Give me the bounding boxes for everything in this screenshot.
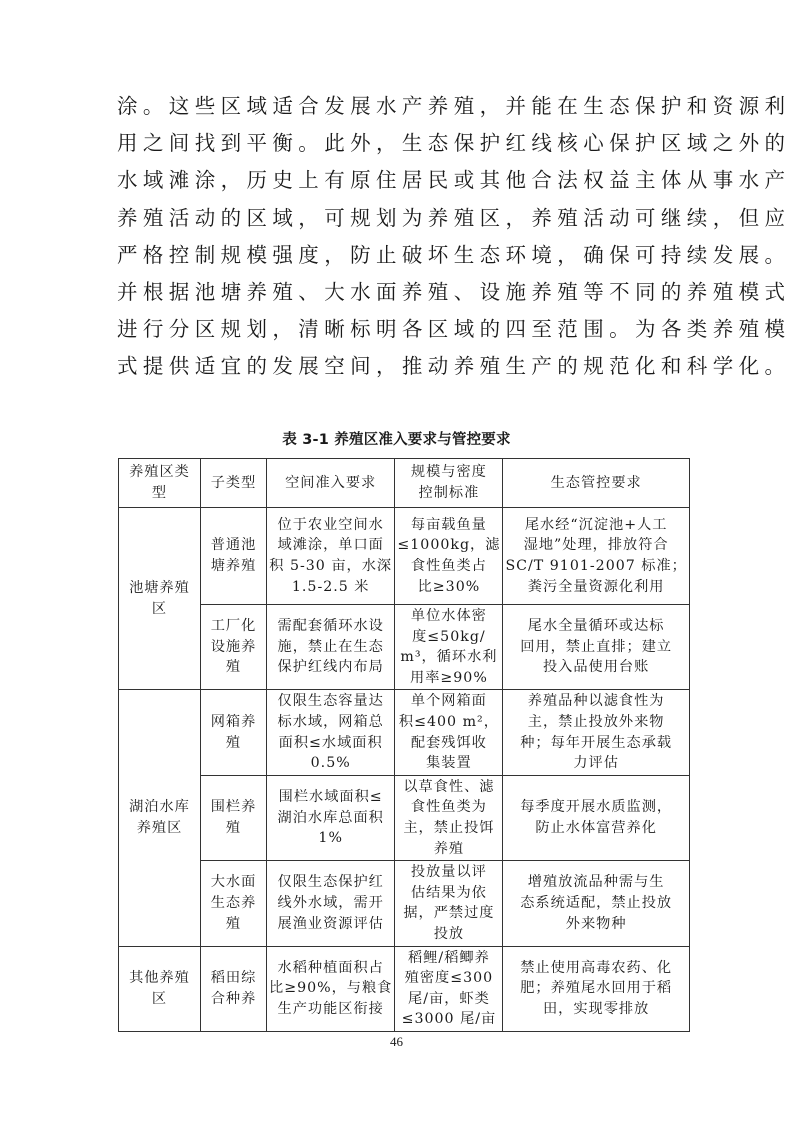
header-text: 空间准入要求 xyxy=(285,474,377,491)
cell-text: 配套残饵收 xyxy=(410,734,487,751)
cell-text: 围栏水域面积≤ xyxy=(278,789,383,806)
cell-text: 仅限生态容量达 xyxy=(277,693,384,710)
density-cell xyxy=(395,605,503,690)
cell-text: 禁止使用高毒农药、化 xyxy=(520,959,673,976)
cell-text: 水稻种植面积占 xyxy=(277,959,384,976)
table-header-row xyxy=(119,459,690,508)
eco-cell xyxy=(503,946,689,1031)
cell-text: 食性鱼类占 xyxy=(410,558,487,574)
table-row xyxy=(119,605,690,690)
cell-text: 估结果为依 xyxy=(410,884,487,901)
header-text: 子类型 xyxy=(210,474,257,491)
cell-text: 每亩载鱼量 xyxy=(410,516,487,533)
cell-text: 保护红线内布局 xyxy=(277,659,384,676)
cell-text: m³，循环水利 xyxy=(400,649,498,666)
eco-cell xyxy=(503,605,689,690)
cell-text: 普通池 xyxy=(210,537,257,554)
access-cell xyxy=(267,690,395,775)
cell-text: 粪污全量资源化利用 xyxy=(527,578,665,595)
header-zone-type xyxy=(119,459,201,508)
cell-text: 生态养 xyxy=(210,895,257,912)
cell-text: 标水域，网箱总 xyxy=(277,713,384,730)
paragraph-line: 水域滩涂，历史上有原住居民或其他合法权益主体从事水产 xyxy=(117,168,791,193)
cell-text: 线外水域，需开 xyxy=(277,895,384,912)
table-caption: 表 3-1 养殖区准入要求与管控要求 xyxy=(282,432,511,448)
header-text: 规模与密度 xyxy=(410,464,487,481)
table-row xyxy=(119,775,690,860)
cell-text: 殖 xyxy=(225,734,242,751)
subtype-cell xyxy=(201,690,267,775)
cell-text: 田，实现零排放 xyxy=(542,1000,650,1017)
cell-text: 其他养殖 xyxy=(129,970,190,987)
header-text: 控制标准 xyxy=(418,485,480,501)
paragraph-line: 并根据池塘养殖、大水面养殖、设施养殖等不同的养殖模式 xyxy=(117,279,791,304)
paragraph-line: 涂。这些区域适合发展水产养殖，并能在生态保护和资源利 xyxy=(117,94,791,118)
table-row xyxy=(119,946,690,1031)
cell-text: 需配套循环水设 xyxy=(277,618,384,635)
cell-text: 殖 xyxy=(225,659,242,676)
cell-text: 展渔业资源评估 xyxy=(277,915,384,932)
cell-text: 养殖 xyxy=(433,840,465,857)
body-paragraph xyxy=(117,88,791,386)
paragraph-line: 用之间找到平衡。此外，生态保护红线核心保护区域之外的 xyxy=(117,131,791,156)
access-cell xyxy=(267,508,395,605)
cell-text: 单个网箱面 xyxy=(410,693,487,710)
density-cell xyxy=(395,690,503,775)
cell-text: 外来物种 xyxy=(565,915,627,932)
cell-text: 湖泊水库总面积 xyxy=(277,809,384,826)
cell-text: 殖 xyxy=(225,915,242,932)
cell-text: 殖 xyxy=(225,819,242,836)
cell-text: 1.5-2.5 米 xyxy=(291,578,370,595)
cell-text: 态系统适配，禁止投放 xyxy=(520,895,673,912)
cell-text: 仅限生态保护红 xyxy=(277,874,384,891)
cell-text: 食性鱼类为 xyxy=(410,799,487,816)
density-cell xyxy=(395,508,503,605)
cell-text: 集装置 xyxy=(426,755,472,772)
cell-text: 区 xyxy=(151,600,168,617)
cell-text: SC/T 9101-2007 标准； xyxy=(505,558,687,574)
cell-text: 度≤50kg/ xyxy=(412,628,486,645)
cell-text: 稻鲤/稻鲫养 xyxy=(408,949,490,966)
cell-text: 养殖品种以滤食性为 xyxy=(527,693,665,710)
cell-text: 种；每年开展生态承载 xyxy=(520,734,673,751)
header-density xyxy=(395,459,503,508)
cell-text: 位于农业空间水 xyxy=(277,516,384,533)
subtype-cell xyxy=(201,775,267,860)
access-cell xyxy=(267,946,395,1031)
eco-cell xyxy=(503,508,689,605)
table-row xyxy=(119,690,690,775)
cell-text: 稻田综 xyxy=(210,970,257,987)
eco-cell xyxy=(503,775,689,860)
header-text: 型 xyxy=(151,485,168,501)
cell-text: 单位水体密 xyxy=(410,608,487,624)
cell-text: 大水面 xyxy=(210,874,257,891)
cell-text: 回用，禁止直排；建立 xyxy=(520,638,673,655)
cell-text: 工厂化 xyxy=(210,618,257,635)
table-row xyxy=(119,861,690,946)
eco-cell xyxy=(503,861,689,946)
cell-text: 尾水全量循环或达标 xyxy=(527,618,665,635)
cell-text: 1% xyxy=(318,830,343,847)
cell-text: 投放 xyxy=(433,925,465,942)
header-text: 养殖区类 xyxy=(129,464,190,481)
access-cell xyxy=(267,605,395,690)
paragraph-line: 严格控制规模强度，防止破坏生态环境，确保可持续发展。 xyxy=(117,242,791,267)
cell-text: 生产功能区衔接 xyxy=(277,1000,384,1017)
cell-text: 以草食性、滤 xyxy=(403,778,495,795)
cell-text: 围栏养 xyxy=(210,799,257,816)
access-cell xyxy=(267,775,395,860)
cell-text: 增殖放流品种需与生 xyxy=(527,874,665,891)
header-eco xyxy=(503,459,689,508)
cell-text: 域滩涂，单口面 xyxy=(277,537,384,554)
header-access xyxy=(267,459,395,508)
cell-text: 积≤400 m²， xyxy=(398,713,499,730)
density-cell xyxy=(395,861,503,946)
subtype-cell xyxy=(201,861,267,946)
cell-text: 投入品使用台账 xyxy=(542,659,650,676)
cell-text: 塘养殖 xyxy=(210,558,257,574)
cell-text: 区 xyxy=(151,990,168,1007)
cell-text: 肥；养殖尾水回用于稻 xyxy=(520,980,673,997)
cell-text: 投放量以评 xyxy=(410,864,487,881)
page-number: 46 xyxy=(390,1034,403,1049)
density-cell xyxy=(395,775,503,860)
cell-text: 用率≥90% xyxy=(410,669,488,686)
cell-text: 据，严禁过度 xyxy=(403,905,495,922)
eco-cell xyxy=(503,690,689,775)
subtype-cell xyxy=(201,605,267,690)
cell-text: 殖密度≤300 xyxy=(404,970,494,987)
paragraph-line: 养殖活动的区域，可规划为养殖区，养殖活动可继续，但应 xyxy=(117,205,791,230)
subtype-cell xyxy=(201,946,267,1031)
table-row xyxy=(119,508,690,605)
cell-text: 积 5-30 亩，水深 xyxy=(269,558,393,574)
header-subtype xyxy=(201,459,267,508)
cell-text: 防止水体富营养化 xyxy=(535,819,657,836)
cell-text: 0.5% xyxy=(310,755,351,772)
access-cell xyxy=(267,861,395,946)
cell-text: 网箱养 xyxy=(210,713,257,730)
cell-text: 主，禁止投饵 xyxy=(403,819,495,836)
cell-text: 比≥30% xyxy=(417,578,481,595)
cell-text: ≤1000kg，滤 xyxy=(397,537,501,554)
cell-text: 养殖区 xyxy=(136,819,183,836)
cell-text: 设施养 xyxy=(210,638,257,655)
header-text: 生态管控要求 xyxy=(550,474,642,491)
cell-text: 尾水经“沉淀池+人工 xyxy=(524,516,668,533)
zone-type-cell xyxy=(119,690,201,946)
cell-text: 合种养 xyxy=(210,990,257,1007)
cell-text: 主，禁止投放外来物 xyxy=(527,713,665,730)
cell-text: 施，禁止在生态 xyxy=(277,638,384,655)
paragraph-line: 式提供适宜的发展空间，推动养殖生产的规范化和科学化。 xyxy=(117,354,791,379)
cell-text: 湿地”处理，排放符合 xyxy=(523,537,669,554)
cell-text: 尾/亩，虾类 xyxy=(408,990,490,1007)
cell-text: 力评估 xyxy=(573,755,619,772)
cell-text: 面积≤水域面积 xyxy=(278,734,383,751)
cell-text: 每季度开展水质监测， xyxy=(520,799,673,816)
density-cell xyxy=(395,946,503,1031)
cell-text: ≤3000 尾/亩 xyxy=(401,1011,497,1028)
cell-text: 池塘养殖 xyxy=(129,580,190,597)
cell-text: 比≥90%，与粮食 xyxy=(269,980,393,997)
zone-type-cell xyxy=(119,946,201,1031)
subtype-cell xyxy=(201,508,267,605)
cell-text: 湖泊水库 xyxy=(129,799,190,816)
zone-type-cell xyxy=(119,508,201,690)
paragraph-line: 进行分区规划，清晰标明各区域的四至范围。为各类养殖模 xyxy=(117,317,791,342)
requirements-table xyxy=(118,458,690,1032)
